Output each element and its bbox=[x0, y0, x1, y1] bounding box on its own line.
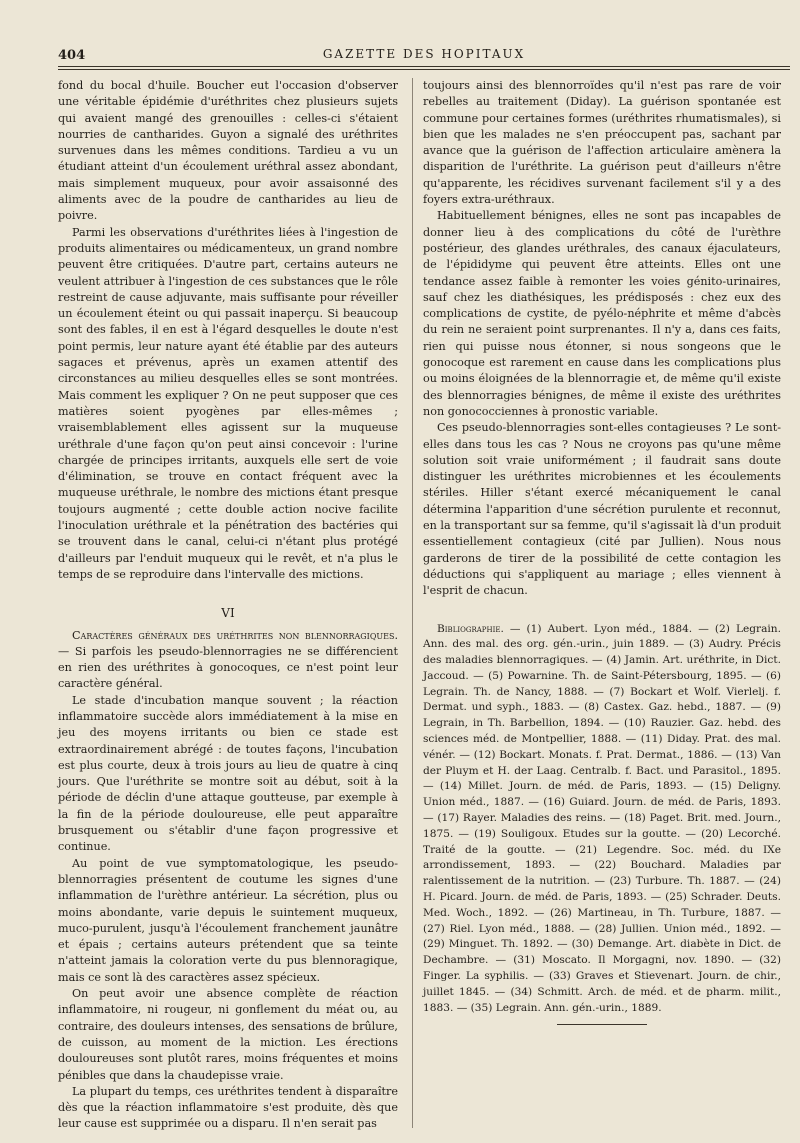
section-number: VI bbox=[221, 606, 235, 621]
left-column bbox=[58, 78, 398, 1133]
page-header bbox=[58, 40, 790, 70]
right-column bbox=[423, 78, 781, 1025]
paragraph: Au point de vue symptomatologique, les pseudo-blennorragies présentent de coutume les signes d'une inflammation de l'urèthre antérieur. La sécrétion, plus ou moins abondante, varie depuis le suintement muqueux, muco-purulent, jusqu'à l'écoulement franchement jaunâtre et épais ; certains auteurs prétendent que sa teinte n'atteint jamais la coloration verte du pus blennoragique, mais ce sont là des caractères assez spécieux. bbox=[58, 856, 398, 984]
header-rule-double bbox=[58, 69, 790, 70]
paragraph: On peut avoir une absence complète de réaction inflammatoire, ni rougeur, ni gonflement du méat ou, au contraire, des douleurs intenses, des sensations de brûlure, de cuisson, au moment de la miction. Les érections douloureuses sont plutôt rares, moins fréquentes et moins pénibles que dans la chaudepisse vraie. bbox=[58, 987, 398, 1082]
paragraph: Habituellement bénignes, elles ne sont pas incapables de donner lieu à des complications du côté de l'urèthre postérieur, des glandes uréthrales, des canaux éjaculateurs, de l'épididyme qui peuvent être atteints. Elles ont une tendance assez faible à remonter les voies génito-urinaires, sauf chez les diathésiques, les prédisposés : chez eux des complications de cystite, de pyélo-néphrite et même d'abcès du rein ne seraient point surprenantes. Il n'y a, dans ces faits, rien qui puisse nous étonner, si nous songeons que le gonocoque est rarement en cause dans les complications plus ou moins éloignées de la blennorragie et, de même qu'il existe des blennorragies bénignes, de même il existe des uréthrites non gonococciennes à pronostic variable. bbox=[423, 209, 781, 418]
bibliography-text: — (1) Aubert. Lyon méd., 1884. — (2) Legrain. Ann. des mal. des org. gén.-urin., juin 1889. — (3) Audry. Précis des maladies blennorragiques. — (4) Jamin. Art. uréthrite, in Dict. Jaccoud. — (5) Powarnine. Th. de Saint-Pétersbourg, 1895. — (6) Legrain. Th. de Nancy, 1888. — (7) Bockart et Wolf. Vierlelj. f. Dermat. und syph., 1883. — (8) Castex. Gaz. hebd., 1887. — (9) Legrain, in Th. Barbellion, 1894. — (10) Rauzier. Gaz. hebd. des sciences méd. de Montpellier, 1888. — (11) Diday. Prat. des mal. vénér. — (12) Bockart. Monats. f. Prat. Dermat., 1886. — (13) Van der Pluym et H. der Laag. Centralb. f. Bact. und Parasitol., 1895. — (14) Millet. Journ. de méd. de Paris, 1893. — (15) Deligny. Union méd., 1887. — (16) Guiard. Journ. de méd. de Paris, 1893. — (17) Rayer. Maladies des reins. — (18) Paget. Brit. med. Journ., 1875. — (19) Souligoux. Etudes sur la goutte. — (20) Lecorché. Traité de la goutte. — (21) Legendre. Soc. méd. du IXe arrondissement, 1893. — (22) Bouchard. Maladies par ralentissement de la nutrition. — (23) Turbure. Th. 1887. — (24) H. Picard. Journ. de méd. de Paris, 1893. — (25) Schrader. Deuts. Med. Woch., 1892. — (26) Martineau, in Th. Turbure, 1887. — (27) Riel. Lyon méd., 1888. — (28) Jullien. Union méd., 1892. — (29) Minguet. Th. 1892. — (30) Demange. Art. diabète in Dict. de Dechambre. — (31) Moscato. Il Morgagni, nov. 1890. — (32) Finger. La syphilis. — (33) Graves et Stievenart. Journ. de chir., juillet 1845. — (34) Schmitt. Arch. de méd. et de pharm. milit., 1883. — (35) Legrain. Ann. gén.-urin., 1889. bbox=[423, 622, 781, 1014]
paragraph: Parmi les observations d'uréthrites liées à l'ingestion de produits alimentaires ou médicamenteux, un grand nombre peuvent être critiquées. D'autre part, certains auteurs ne veulent attribuer à l'ingestion de ces substances que le rôle restreint de cause adjuvante, mais suffisante pour réveiller un écoulement éteint ou qui passait inaperçu. Si beaucoup sont des fables, il en est à l'égard desquelles le doute n'est point permis, leur nature ayant été établie par des auteurs sagaces et prévenus, après un examen attentif des circonstances au milieu desquelles elles se sont montrées. Mais comment les expliquer ? On ne peut supposer que ces matières soient pyogènes par elles-mêmes ; vraisemblablement elles agissent sur la muqueuse uréthrale d'une façon qu'on peut ainsi concevoir : l'urine chargée de principes irritants, auxquels elle sert de voie d'élimination, se trouve en contact fréquent avec la muqueuse uréthrale, le nombre des mictions étant presque toujours augmenté ; cette double action nocive facilite l'inoculation uréthrale et la pénétration des bactéries qui se trouvent dans le canal, celui-ci n'étant plus protégé d'ailleurs par l'enduit muqueux qui le revêt, et n'a plus le temps de se reproduire dans l'intervalle des mictions. bbox=[58, 225, 398, 581]
column-divider bbox=[412, 78, 413, 1128]
paragraph: toujours ainsi des blennorroïdes qu'il n'est pas rare de voir rebelles au traitement (Diday). La guérison spontanée est commune pour certaines formes (uréthrites rhumatismales), si bien que les malades ne s'en préoccupent pas, sachant par avance que la guérison de l'affection articulaire amènera la disparition de l'uréthrite. La guérison peut d'ailleurs n'être qu'apparente, les récidives survenant facilement s'il y a des foyers extra-uréthraux. bbox=[423, 79, 781, 207]
page-number: 404 bbox=[58, 48, 86, 63]
bibliography-label: Bibliographie. bbox=[437, 622, 504, 635]
bibliography bbox=[423, 622, 781, 1026]
bibliography-entry bbox=[423, 622, 781, 1017]
header-rule bbox=[58, 66, 790, 67]
paragraph: Le stade d'incubation manque souvent ; la réaction inflammatoire succède alors immédiatement à la mise en jeu des moyens irritants ou bien ce stade est extraordinairement abrégé : de toutes façons, l'incubation est plus courte, deux à trois jours au lieu de quatre à cinq jours. Que l'uréthrite se montre soit au début, soit à la période de déclin d'une attaque goutteuse, par exemple à la fin de la période douloureuse, elle peut apparaître brusquement ou s'établir d'une façon progressive et continue. bbox=[58, 693, 398, 854]
end-rule bbox=[557, 1024, 647, 1025]
section-intro bbox=[58, 628, 398, 693]
paragraph: La plupart du temps, ces uréthrites tendent à disparaître dès que la réaction inflammatoire s'est produite, dès que leur cause est supprimée ou a disparu. Il n'en serait pas bbox=[58, 1084, 398, 1131]
paragraph: fond du bocal d'huile. Boucher eut l'occasion d'observer une véritable épidémie d'uréthrites chez plusieurs sujets qui avaient mangé des grenouilles : celles-ci s'étaient nourries de cantharides. Guyon a signalé des uréthrites survenues dans les mêmes conditions. Tardieu a vu un étudiant atteint d'un écoulement uréthral assez abondant, mais simplement muqueux, pour avoir assaisonné des aliments avec de la poudre de cantharides au lieu de poivre. bbox=[58, 79, 398, 223]
running-title: GAZETTE DES HOPITAUX bbox=[322, 47, 526, 61]
paragraph: Ces pseudo-blennorragies sont-elles contagieuses ? Le sont-elles dans tous les cas ? Nous ne croyons pas qu'une même solution soit vraie uniformément ; il faudrait sans doute distinguer les uréthrites microbiennes et les écoulements stériles. Hiller s'étant exercé mécaniquement le canal détermina l'apparition d'une sécrétion purulente et reconnut, en la transportant sur sa femme, qu'il s'agissait là d'un produit essentiellement contagieux (cité par Jullien). Nous nous garderons de tirer de la possibilité de cette contagion les déductions qui s'appliquent au mariage ; elles viennent à l'esprit de chacun. bbox=[423, 421, 781, 598]
section-heading: Caractères généraux des uréthrites non blennorragiques. bbox=[72, 628, 398, 642]
section-lead: — Si parfois les pseudo-blennorragies ne se différencient en rien des uréthrites à gonocoques, ce n'est point leur caractère général. bbox=[58, 644, 398, 691]
